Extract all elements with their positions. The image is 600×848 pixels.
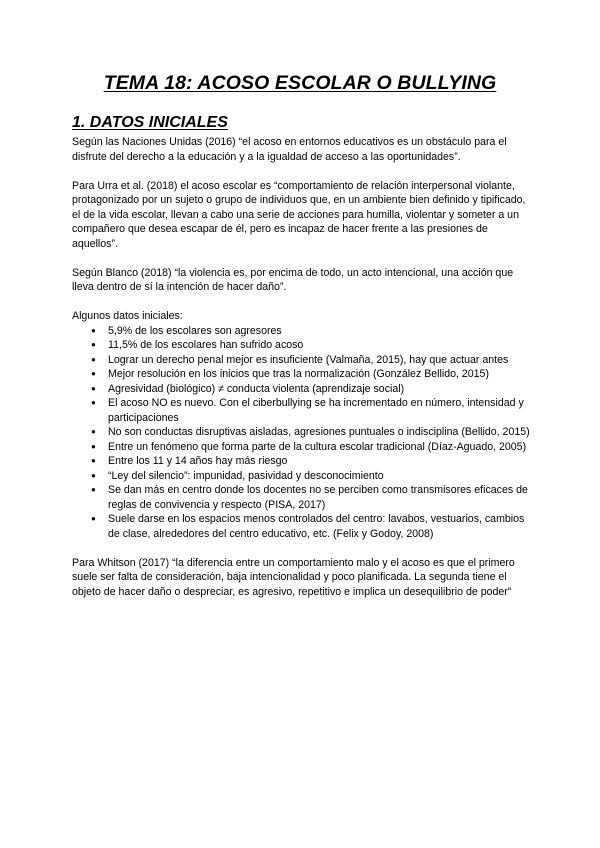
page-title: TEMA 18: ACOSO ESCOLAR O BULLYING <box>103 72 497 94</box>
paragraph-naciones-unidas: Según las Naciones Unidas (2016) “el acoso en entornos educativos es un obstáculo para el disfrute del derecho a la educación y a la igualdad de acceso a las oportunidades”. <box>72 136 507 163</box>
paragraph-urra: Para Urra et al. (2018) el acoso escolar es “comportamiento de relación interpersonal violante, protagonizado por un sujeto o grupo de individuos que, en un ambiente bien definido y tipificado, el de la vida escolar, llevan a cabo una serie de acciones para humilla, violentar y someter a un compañero que desea escapar de él, pero es incapaz de hacer frente a las presiones de aquellos”. <box>72 179 526 250</box>
list-item: ● Entre un fenómeno que forma parte de la cultura escolar tradicional (Díaz-Aguado, 2005) <box>72 440 532 455</box>
section-heading: 1. DATOS INICIALES <box>72 114 228 131</box>
list-item: ● No son conductas disruptivas aisladas, agresiones puntuales o indisciplina (Bellido, 2015) <box>72 425 532 440</box>
paragraph-blanco: Según Blanco (2018) “la violencia es, por encima de todo, un acto intencional, una acción que lleva dentro de sí la intención de hacer daño”. <box>72 266 514 293</box>
list-item: ● Mejor resolución en los inicios que tras la normalización (González Bellido, 2015) <box>72 367 532 382</box>
list-item: ● Se dan más en centro donde los docentes no se perciben como transmisores eficaces de reglas de convivencia y respecto (PISA, 2017) <box>72 483 532 512</box>
paragraph-whitson: Para Whitson (2017) “la diferencia entre un comportamiento malo y el acoso es que el primero suele ser falta de consideración, baja intencionalidad y poco planificada. La segunda tiene el objeto de hacer daño o despreciar, es agresivo, repetitivo e implica un desequilibrio de poder” <box>72 556 515 598</box>
list-item: ● Lograr un derecho penal mejor es insuficiente (Valmaña, 2015), hay que actuar antes <box>72 353 532 368</box>
document-body <box>72 113 532 599</box>
list-item: ● Entre los 11 y 14 años hay más riesgo <box>72 454 532 469</box>
list-intro: Algunos datos iniciales: <box>72 310 183 322</box>
bullet-list <box>72 324 532 542</box>
list-item: ● 11,5% de los escolares han sufrido acoso <box>72 338 532 353</box>
list-item: ● 5,9% de los escolares son agresores <box>72 324 532 339</box>
list-item: ● Suele darse en los espacios menos controlados del centro: lavabos, vestuarios, cambios de clase, alrededores del centro educativo, etc. (Felix y Godoy, 2008) <box>72 512 532 541</box>
list-item: ● Agresividad (biológico) ≠ conducta violenta (aprendizaje social) <box>72 382 532 397</box>
list-item: ● “Ley del silencio”: impunidad, pasividad y desconocimiento <box>72 469 532 484</box>
list-item: ● El acoso NO es nuevo. Con el ciberbullying se ha incrementado en número, intensidad y participaciones <box>72 396 532 425</box>
